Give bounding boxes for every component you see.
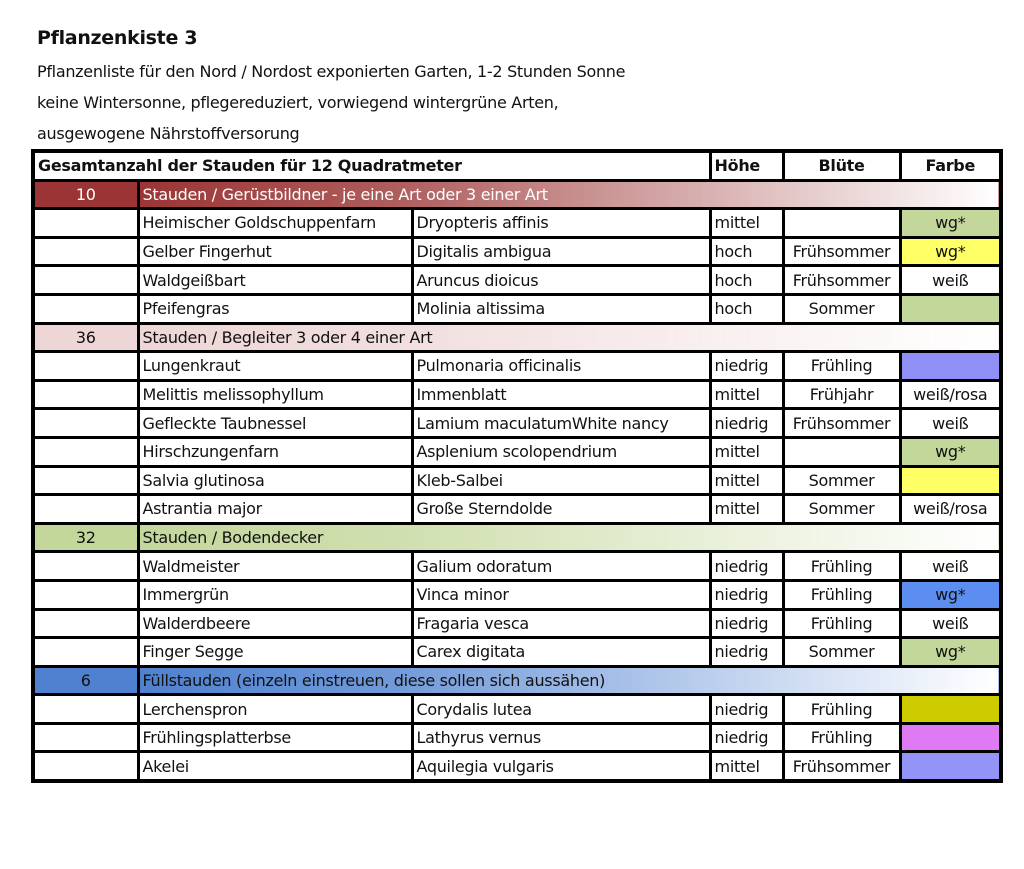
plant-farbe: weiß	[900, 409, 1001, 438]
header-bluete: Blüte	[783, 151, 900, 180]
table-row	[33, 552, 1001, 581]
count-cell	[33, 266, 138, 295]
plant-hoehe: mittel	[710, 495, 783, 524]
plant-name: Lerchenspron	[138, 695, 412, 724]
group-label: Stauden / Begleiter 3 oder 4 einer Art	[138, 323, 1001, 352]
plant-latin: Aquilegia vulgaris	[412, 752, 710, 781]
plant-name: Gefleckte Taubnessel	[138, 409, 412, 438]
table-row	[33, 409, 1001, 438]
plant-latin: Kleb-Salbei	[412, 466, 710, 495]
plant-hoehe: mittel	[710, 752, 783, 781]
plant-bluete	[783, 437, 900, 466]
table-row	[33, 294, 1001, 323]
plant-farbe: wg*	[900, 209, 1001, 238]
intro-line-1: Pflanzenliste für den Nord / Nordost exponierten Garten, 1-2 Stunden Sonne	[37, 62, 626, 81]
plant-latin: Carex digitata	[412, 638, 710, 667]
count-cell	[33, 380, 138, 409]
count-cell	[33, 495, 138, 524]
plant-bluete	[783, 209, 900, 238]
group-label: Stauden / Gerüstbildner - je eine Art oder 3 einer Art	[138, 180, 1001, 209]
plant-bluete: Sommer	[783, 495, 900, 524]
count-cell	[33, 294, 138, 323]
plant-bluete: Sommer	[783, 294, 900, 323]
count-cell	[33, 437, 138, 466]
count-cell	[33, 209, 138, 238]
plant-name: Melittis melissophyllum	[138, 380, 412, 409]
plant-name: Waldmeister	[138, 552, 412, 581]
table-row	[33, 723, 1001, 752]
header-hoehe: Höhe	[710, 151, 783, 180]
plant-hoehe: mittel	[710, 437, 783, 466]
plant-farbe: weiß	[900, 609, 1001, 638]
plant-hoehe: niedrig	[710, 723, 783, 752]
group-count: 32	[33, 523, 138, 552]
group-label: Stauden / Bodendecker	[138, 523, 1001, 552]
plant-farbe: wg*	[900, 638, 1001, 667]
plant-name: Waldgeißbart	[138, 266, 412, 295]
group-row	[33, 523, 1001, 552]
count-cell	[33, 695, 138, 724]
plant-latin: Vinca minor	[412, 580, 710, 609]
plant-farbe: weiß	[900, 552, 1001, 581]
table-row	[33, 580, 1001, 609]
plant-bluete: Frühling	[783, 609, 900, 638]
plant-farbe	[900, 294, 1001, 323]
count-cell	[33, 552, 138, 581]
table-row	[33, 609, 1001, 638]
plant-name: Frühlingsplatterbse	[138, 723, 412, 752]
plant-hoehe: niedrig	[710, 695, 783, 724]
plant-name: Astrantia major	[138, 495, 412, 524]
group-count: 10	[33, 180, 138, 209]
plant-latin: Asplenium scolopendrium	[412, 437, 710, 466]
plant-bluete: Frühsommer	[783, 409, 900, 438]
table-row	[33, 437, 1001, 466]
count-cell	[33, 723, 138, 752]
header-farbe: Farbe	[900, 151, 1001, 180]
plant-hoehe: hoch	[710, 294, 783, 323]
plant-hoehe: niedrig	[710, 552, 783, 581]
plant-latin: Fragaria vesca	[412, 609, 710, 638]
plant-farbe	[900, 752, 1001, 781]
table-header-row	[33, 151, 1001, 180]
plant-bluete: Frühling	[783, 580, 900, 609]
plant-bluete: Frühling	[783, 695, 900, 724]
intro-line-3: ausgewogene Nährstoffversorung	[37, 124, 300, 143]
count-cell	[33, 752, 138, 781]
group-row	[33, 666, 1001, 695]
plant-latin: Digitalis ambigua	[412, 237, 710, 266]
table-row	[33, 380, 1001, 409]
plant-name: Immergrün	[138, 580, 412, 609]
intro-line-2: keine Wintersonne, pflegereduziert, vorwiegend wintergrüne Arten,	[37, 93, 559, 112]
plant-hoehe: hoch	[710, 237, 783, 266]
count-cell	[33, 580, 138, 609]
group-label: Füllstauden (einzeln einstreuen, diese sollen sich aussähen)	[138, 666, 1001, 695]
plant-bluete: Frühling	[783, 352, 900, 381]
plant-hoehe: mittel	[710, 380, 783, 409]
plant-latin: Dryopteris affinis	[412, 209, 710, 238]
plant-farbe: wg*	[900, 237, 1001, 266]
group-count: 6	[33, 666, 138, 695]
page-title: Pflanzenkiste 3	[37, 27, 198, 49]
plant-latin: Galium odoratum	[412, 552, 710, 581]
count-cell	[33, 609, 138, 638]
plant-hoehe: mittel	[710, 209, 783, 238]
plant-latin: Lamium maculatumWhite nancy	[412, 409, 710, 438]
plant-farbe	[900, 352, 1001, 381]
table-row	[33, 466, 1001, 495]
plant-bluete: Sommer	[783, 638, 900, 667]
plant-bluete: Frühjahr	[783, 380, 900, 409]
plant-name: Lungenkraut	[138, 352, 412, 381]
plant-farbe: weiß/rosa	[900, 495, 1001, 524]
plant-farbe: weiß	[900, 266, 1001, 295]
plant-name: Akelei	[138, 752, 412, 781]
plant-bluete: Sommer	[783, 466, 900, 495]
plant-farbe	[900, 723, 1001, 752]
plant-bluete: Frühling	[783, 552, 900, 581]
plant-farbe: wg*	[900, 437, 1001, 466]
plant-farbe: weiß/rosa	[900, 380, 1001, 409]
table-row	[33, 495, 1001, 524]
plant-latin: Molinia altissima	[412, 294, 710, 323]
table-row	[33, 266, 1001, 295]
plant-latin: Pulmonaria officinalis	[412, 352, 710, 381]
plant-latin: Lathyrus vernus	[412, 723, 710, 752]
plant-hoehe: hoch	[710, 266, 783, 295]
plant-hoehe: niedrig	[710, 609, 783, 638]
group-row	[33, 180, 1001, 209]
plant-bluete: Frühsommer	[783, 237, 900, 266]
count-cell	[33, 237, 138, 266]
group-row	[33, 323, 1001, 352]
count-cell	[33, 466, 138, 495]
plant-bluete: Frühling	[783, 723, 900, 752]
plant-name: Walderdbeere	[138, 609, 412, 638]
plant-name: Gelber Fingerhut	[138, 237, 412, 266]
count-cell	[33, 352, 138, 381]
plant-name: Hirschzungenfarn	[138, 437, 412, 466]
plant-bluete: Frühsommer	[783, 266, 900, 295]
plant-hoehe: niedrig	[710, 352, 783, 381]
table-row	[33, 209, 1001, 238]
table-row	[33, 237, 1001, 266]
plant-name: Heimischer Goldschuppenfarn	[138, 209, 412, 238]
plant-hoehe: niedrig	[710, 409, 783, 438]
plant-table	[31, 149, 1003, 783]
count-cell	[33, 409, 138, 438]
plant-name: Finger Segge	[138, 638, 412, 667]
table-row	[33, 638, 1001, 667]
plant-farbe: wg*	[900, 580, 1001, 609]
plant-bluete: Frühsommer	[783, 752, 900, 781]
plant-hoehe: niedrig	[710, 580, 783, 609]
plant-latin: Große Sterndolde	[412, 495, 710, 524]
count-cell	[33, 638, 138, 667]
table-row	[33, 695, 1001, 724]
table-row	[33, 352, 1001, 381]
plant-latin: Aruncus dioicus	[412, 266, 710, 295]
plant-hoehe: mittel	[710, 466, 783, 495]
plant-farbe	[900, 466, 1001, 495]
plant-name: Salvia glutinosa	[138, 466, 412, 495]
plant-farbe	[900, 695, 1001, 724]
plant-name: Pfeifengras	[138, 294, 412, 323]
group-count: 36	[33, 323, 138, 352]
plant-latin: Immenblatt	[412, 380, 710, 409]
plant-hoehe: niedrig	[710, 638, 783, 667]
header-total: Gesamtanzahl der Stauden für 12 Quadratmeter	[33, 151, 710, 180]
plant-latin: Corydalis lutea	[412, 695, 710, 724]
table-row	[33, 752, 1001, 781]
